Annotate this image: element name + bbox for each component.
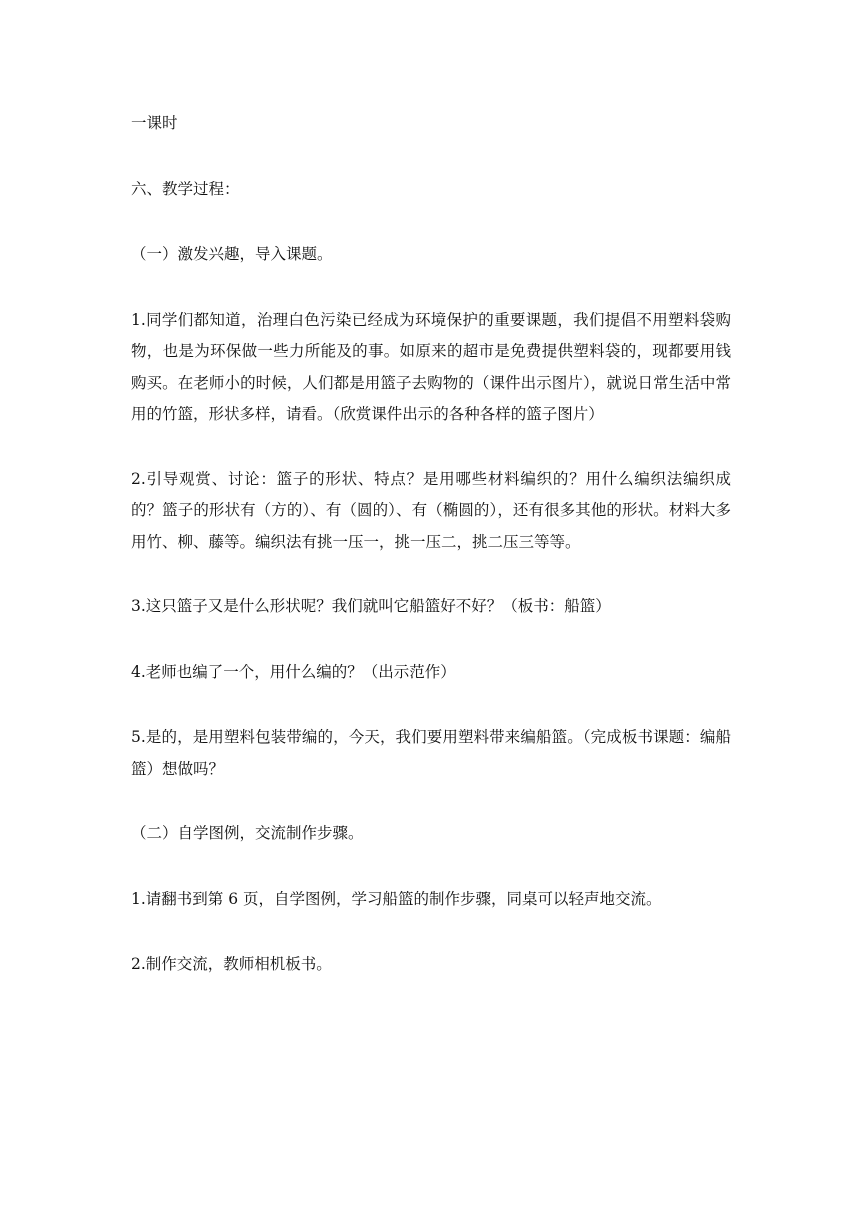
- paragraph-step-1: 1.同学们都知道，治理白色污染已经成为环境保护的重要课题，我们提倡不用塑料袋购物，也是为环保做一些力所能及的事。如原来的超市是免费提供塑料袋的，现都要用钱购买。在老师小的时候，人们都是用篮子去购物的（课件出示图片），就说日常生活中常用的竹篮，形状多样，请看。（欣赏课件出示的各种各样的篮子图片）: [131, 310, 731, 423]
- paragraph-step-5: 5.是的，是用塑料包装带编的，今天，我们要用塑料带来编船篮。（完成板书课题：编船篮）想做吗？: [131, 728, 731, 778]
- document-body: [131, 108, 731, 1015]
- subsection-heading-1: （一）激发兴趣，导入课题。: [131, 245, 333, 263]
- paragraph-self-study-2: 2.制作交流，教师相机板书。: [131, 955, 332, 973]
- paragraph-self-study-1: 1.请翻书到第 6 页，自学图例，学习船篮的制作步骤，同桌可以轻声地交流。: [131, 889, 662, 908]
- paragraph-step-4: 4.老师也编了一个，用什么编的？（出示范作）: [131, 662, 456, 681]
- section-heading-teaching-process: 六、教学过程：: [131, 179, 240, 198]
- lesson-duration-line: 一课时: [131, 114, 178, 132]
- paragraph-step-2: 2.引导观赏、讨论：篮子的形状、特点？是用哪些材料编织的？用什么编织法编织成的？篮子的形状有（方的）、有（圆的）、有（椭圆的），还有很多其他的形状。材料大多用竹、柳、藤等。编织法有挑一压一，挑一压二，挑二压三等等。: [131, 469, 731, 551]
- subsection-heading-2: （二）自学图例，交流制作步骤。: [131, 824, 364, 842]
- paragraph-step-3: 3.这只篮子又是什么形状呢？我们就叫它船篮好不好？（板书：船篮）: [131, 597, 611, 615]
